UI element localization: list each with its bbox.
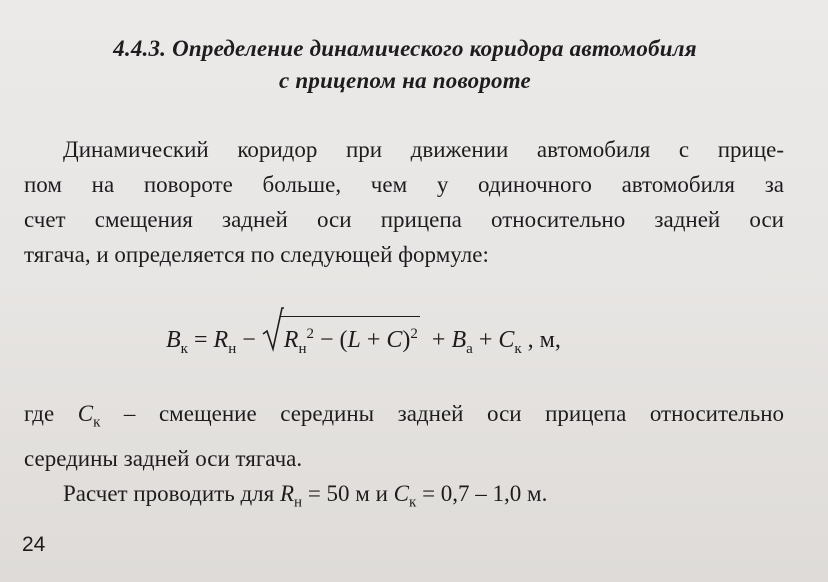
formula-b-sub: к <box>180 340 188 357</box>
formula-r-sub: н <box>228 340 237 357</box>
radicand-sup: 2 <box>410 326 418 342</box>
formula-r: R <box>213 327 229 353</box>
radicand-c: C <box>386 327 403 353</box>
radicand-close: ) <box>402 327 411 353</box>
intro-line-4: тягача, и определяется по следующей формуле: <box>24 242 489 267</box>
formula-ba-sub: a <box>466 340 473 357</box>
corridor-formula <box>166 316 561 369</box>
formula-ba: B <box>451 327 467 353</box>
where-line-2: середины задней оси тягача. <box>24 445 303 471</box>
radicand-l: L <box>347 327 361 353</box>
radicand-r-sub: н <box>298 340 307 357</box>
calculation-note <box>63 476 547 521</box>
calc-var-1: R <box>279 481 295 506</box>
radicand-minus: − ( <box>313 327 348 353</box>
where-var-sub: к <box>93 414 101 431</box>
intro-line-3: счет смещения задней оси прицепа относительно задней оси <box>24 207 784 232</box>
calc-var-2: C <box>393 481 410 506</box>
formula-minus: − <box>242 327 256 353</box>
radicand-r-sup: 2 <box>306 326 314 342</box>
radicand-plus: + <box>360 327 387 353</box>
section-heading-line-1: 4.4.3. Определение динамического коридора автомобиля <box>113 36 697 61</box>
section-heading-line-2: с прицепом на повороте <box>279 68 531 93</box>
intro-paragraph <box>24 132 784 272</box>
formula-ck-sub: к <box>514 340 522 357</box>
square-root <box>262 316 420 366</box>
formula-equals: = <box>193 327 208 353</box>
formula-b: B <box>166 327 181 353</box>
where-prefix: где <box>24 401 78 426</box>
calc-text-1: Расчет проводить для <box>63 481 280 506</box>
formula-plus-1: + <box>431 327 452 353</box>
calc-var-2-sub: к <box>409 494 417 511</box>
page-number: 24 <box>22 533 46 556</box>
where-var: C <box>77 401 94 426</box>
calc-var-1-sub: н <box>294 494 303 511</box>
formula-unit: , м, <box>527 327 561 353</box>
where-rest: – смещение середины задней оси прицепа относительно <box>100 401 785 426</box>
calc-text-3: = 0,7 – 1,0 м. <box>416 481 548 506</box>
radicand-r: R <box>283 327 299 353</box>
formula-plus-2: + <box>478 327 499 353</box>
formula-ck: C <box>498 327 515 353</box>
calc-text-2: = 50 м и <box>302 481 394 506</box>
radicand <box>280 316 420 366</box>
where-paragraph <box>24 396 784 476</box>
intro-line-2: пом на повороте больше, чем у одиночного автомобиля за <box>24 172 784 197</box>
where-line-1 <box>24 396 784 441</box>
radical-sign-icon <box>262 306 284 352</box>
intro-line-1: Динамический коридор при движении автомобиля с прице- <box>63 137 784 162</box>
